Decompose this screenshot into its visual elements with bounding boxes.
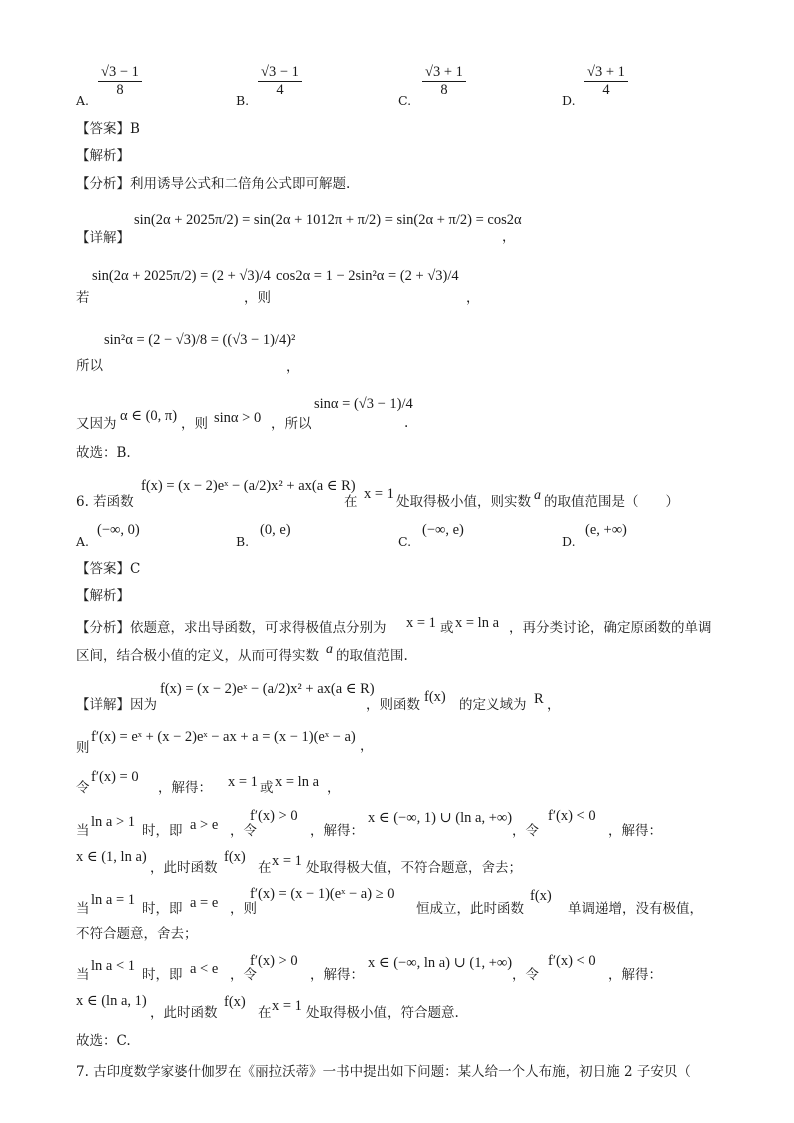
c2-cond: ln a = 1 bbox=[91, 892, 136, 908]
q6-option-d-letter: D. bbox=[562, 534, 576, 549]
c3-jiede2: ，解得： bbox=[608, 967, 662, 983]
c1-fx: f(x) bbox=[224, 849, 246, 865]
c1-jiede2: ，解得： bbox=[608, 823, 662, 839]
q5-eq1: sin(2α + 2025π/2) = sin(2α + 1012π + π/2) = sin(2α + π/2) = cos2α bbox=[134, 212, 522, 228]
c3-fpos: f′(x) > 0 bbox=[250, 953, 298, 969]
option-c-letter: C. bbox=[398, 93, 412, 108]
q6-function: f(x) = (x − 2)eˣ − (a/2)x² + ax(a ∈ R) bbox=[141, 478, 356, 494]
option-b-numerator: √3 − 1 bbox=[258, 64, 302, 82]
c1-ling2: ，令 bbox=[512, 823, 539, 839]
c1-conclusion: 处取得极大值，不符合题意，舍去； bbox=[306, 860, 522, 876]
option-b-denominator: 4 bbox=[276, 82, 284, 98]
q6-fenxi-lna: x = ln a bbox=[455, 615, 500, 631]
q6-derivative: f′(x) = eˣ + (x − 2)eˣ − ax + a = (x − 1)(eˣ − a) bbox=[91, 729, 356, 745]
q6-detail-d: ， bbox=[547, 697, 561, 713]
q5-ze: ，则 bbox=[244, 290, 271, 306]
c3-zai: 在 bbox=[258, 1005, 272, 1021]
q6-x1: x = 1 bbox=[364, 486, 394, 502]
q6-a: a bbox=[534, 488, 541, 503]
q5-detail-tag: 【详解】 bbox=[76, 230, 130, 246]
q5-eq5: α ∈ (0, π) bbox=[120, 408, 178, 424]
q5-eq2: sin(2α + 2025π/2) = (2 + √3)/4 bbox=[92, 268, 271, 284]
q6-fenxi-c: 区间，结合极小值的定义，从而可得实数 bbox=[76, 648, 319, 664]
c2-ze: ，则 bbox=[230, 901, 257, 917]
c1-fpos: f′(x) > 0 bbox=[250, 808, 298, 824]
c3-cishi: ，此时函数 bbox=[150, 1005, 218, 1021]
q6-ze: 则 bbox=[76, 740, 90, 756]
c3-conclusion: 处取得极小值，符合题意. bbox=[306, 1005, 459, 1021]
c1-decreasing: x ∈ (1, ln a) bbox=[76, 849, 147, 865]
c3-shi: 时，即 bbox=[142, 967, 183, 983]
c1-zai: 在 bbox=[258, 860, 272, 876]
c1-cishi: ，此时函数 bbox=[150, 860, 218, 876]
q5-answer: 【答案】B bbox=[76, 121, 140, 137]
q5-eq1-end: ， bbox=[502, 229, 516, 245]
q6-fprime-zero: f′(x) = 0 bbox=[91, 769, 139, 785]
q5-eq3-end: ， bbox=[466, 290, 480, 306]
c2-inequality: f′(x) = (x − 1)(eˣ − a) ≥ 0 bbox=[250, 886, 395, 902]
q6-option-a-value: (−∞, 0) bbox=[97, 522, 140, 538]
c1-ae: a > e bbox=[190, 817, 219, 833]
c2-conclusion: 单调递增，没有极值， bbox=[568, 901, 703, 917]
q6-fenxi-or: 或 bbox=[440, 620, 454, 636]
option-d-letter: D. bbox=[562, 93, 576, 108]
q6-fenxi-d: 的取值范围. bbox=[336, 648, 408, 664]
q6-jiede: ，解得： bbox=[158, 780, 212, 796]
c3-ling: ，令 bbox=[230, 967, 257, 983]
option-a-denominator: 8 bbox=[116, 82, 124, 98]
q5-eq4-end: ， bbox=[286, 359, 300, 375]
c1-fneg: f′(x) < 0 bbox=[548, 808, 596, 824]
c3-decreasing: x ∈ (ln a, 1) bbox=[76, 993, 147, 1009]
c1-shi: 时，即 bbox=[142, 823, 183, 839]
c3-dang: 当 bbox=[76, 967, 90, 983]
option-b-letter: B. bbox=[236, 93, 250, 108]
q6-huo: 或 bbox=[260, 780, 274, 796]
q6-answer: 【答案】C bbox=[76, 561, 141, 577]
c2-fx: f(x) bbox=[530, 888, 552, 904]
c2-heng: 恒成立，此时函数 bbox=[416, 901, 524, 917]
c1-cond: ln a > 1 bbox=[91, 814, 136, 830]
q6-sol2: x = ln a bbox=[275, 774, 320, 790]
c3-fx: f(x) bbox=[224, 994, 246, 1010]
q5-suoyi: 所以 bbox=[76, 358, 103, 374]
q6-stem-a: 6. 若函数 bbox=[76, 494, 134, 510]
q6-stem-d: 的取值范围是（ ） bbox=[544, 494, 679, 510]
q6-option-b-letter: B. bbox=[236, 534, 250, 549]
c3-ae: a < e bbox=[190, 961, 219, 977]
option-a-letter: A. bbox=[76, 93, 90, 108]
c2-conclusion-2: 不符合题意，舍去； bbox=[76, 926, 198, 942]
q6-analysis-tag: 【解析】 bbox=[76, 588, 130, 604]
q5-suoyi2: ，所以 bbox=[271, 416, 312, 432]
option-d-numerator: √3 + 1 bbox=[584, 64, 628, 82]
c1-x1: x = 1 bbox=[272, 853, 302, 869]
q5-ze2: ，则 bbox=[181, 416, 208, 432]
option-c-fraction bbox=[422, 64, 466, 99]
c3-cond: ln a < 1 bbox=[91, 958, 136, 974]
q6-option-c-value: (−∞, e) bbox=[422, 522, 464, 538]
q6-sol1: x = 1 bbox=[228, 774, 258, 790]
q5-eq6: sinα > 0 bbox=[214, 410, 262, 426]
q5-eq4: sin²α = (2 − √3)/8 = ((√3 − 1)/4)² bbox=[104, 332, 296, 348]
q6-fenxi-a: 【分析】依题意，求出导函数，可求得极值点分别为 bbox=[76, 620, 387, 636]
q5-guxuan: 故选：B. bbox=[76, 445, 131, 461]
q5-period: . bbox=[404, 415, 409, 431]
q6-option-d-value: (e, +∞) bbox=[585, 522, 627, 538]
q7-stem: 7. 古印度数学家婆什伽罗在《丽拉沃蒂》一书中提出如下问题：某人给一个人布施，初日施 2 子安贝（ bbox=[76, 1064, 691, 1080]
q6-fenxi-x1: x = 1 bbox=[406, 615, 436, 631]
q5-youyin: 又因为 bbox=[76, 416, 117, 432]
q6-fenxi-a2: a bbox=[326, 642, 333, 657]
c1-ling: ，令 bbox=[230, 823, 257, 839]
c2-dang: 当 bbox=[76, 901, 90, 917]
q5-eq7: sinα = (√3 − 1)/4 bbox=[314, 396, 413, 412]
q6-guxuan: 故选：C. bbox=[76, 1033, 131, 1049]
c3-jiede: ，解得： bbox=[310, 967, 364, 983]
option-a-fraction bbox=[98, 64, 142, 99]
q6-sol-end: ， bbox=[327, 780, 341, 796]
c1-jiede: ，解得： bbox=[310, 823, 364, 839]
option-d-fraction bbox=[584, 64, 628, 99]
q6-option-b-value: (0, e) bbox=[260, 522, 291, 538]
c3-x1: x = 1 bbox=[272, 998, 302, 1014]
c2-shi: 时，即 bbox=[142, 901, 183, 917]
c1-dang: 当 bbox=[76, 823, 90, 839]
q5-fenxi: 【分析】利用诱导公式和二倍角公式即可解题. bbox=[76, 176, 351, 192]
option-c-numerator: √3 + 1 bbox=[422, 64, 466, 82]
q6-option-c-letter: C. bbox=[398, 534, 412, 549]
q6-ling: 令 bbox=[76, 780, 90, 796]
option-d-denominator: 4 bbox=[602, 82, 610, 98]
c3-ling2: ，令 bbox=[512, 967, 539, 983]
option-c-denominator: 8 bbox=[440, 82, 448, 98]
q6-detail-function: f(x) = (x − 2)eˣ − (a/2)x² + ax(a ∈ R) bbox=[160, 681, 375, 697]
q6-fenxi-b: ，再分类讨论，确定原函数的单调 bbox=[509, 620, 712, 636]
q6-detail-b: ，则函数 bbox=[366, 697, 420, 713]
q6-detail-c: 的定义域为 bbox=[459, 697, 527, 713]
q6-detail-fx: f(x) bbox=[424, 689, 446, 705]
q5-analysis-tag: 【解析】 bbox=[76, 148, 130, 164]
q6-detail-a: 【详解】因为 bbox=[76, 697, 157, 713]
c3-increasing: x ∈ (−∞, ln a) ∪ (1, +∞) bbox=[368, 955, 513, 971]
option-b-fraction bbox=[258, 64, 302, 99]
q6-option-a-letter: A. bbox=[76, 534, 90, 549]
q6-deriv-end: ， bbox=[360, 738, 374, 754]
c2-ae: a = e bbox=[190, 895, 219, 911]
c3-fneg: f′(x) < 0 bbox=[548, 953, 596, 969]
c1-increasing: x ∈ (−∞, 1) ∪ (ln a, +∞) bbox=[368, 810, 513, 826]
q6-stem-c: 处取得极小值，则实数 bbox=[396, 494, 531, 510]
option-a-numerator: √3 − 1 bbox=[98, 64, 142, 82]
q6-stem-b: 在 bbox=[344, 494, 358, 510]
q6-detail-R: R bbox=[534, 691, 544, 707]
q5-eq3: cos2α = 1 − 2sin²α = (2 + √3)/4 bbox=[276, 268, 459, 284]
q5-ruo: 若 bbox=[76, 290, 90, 306]
